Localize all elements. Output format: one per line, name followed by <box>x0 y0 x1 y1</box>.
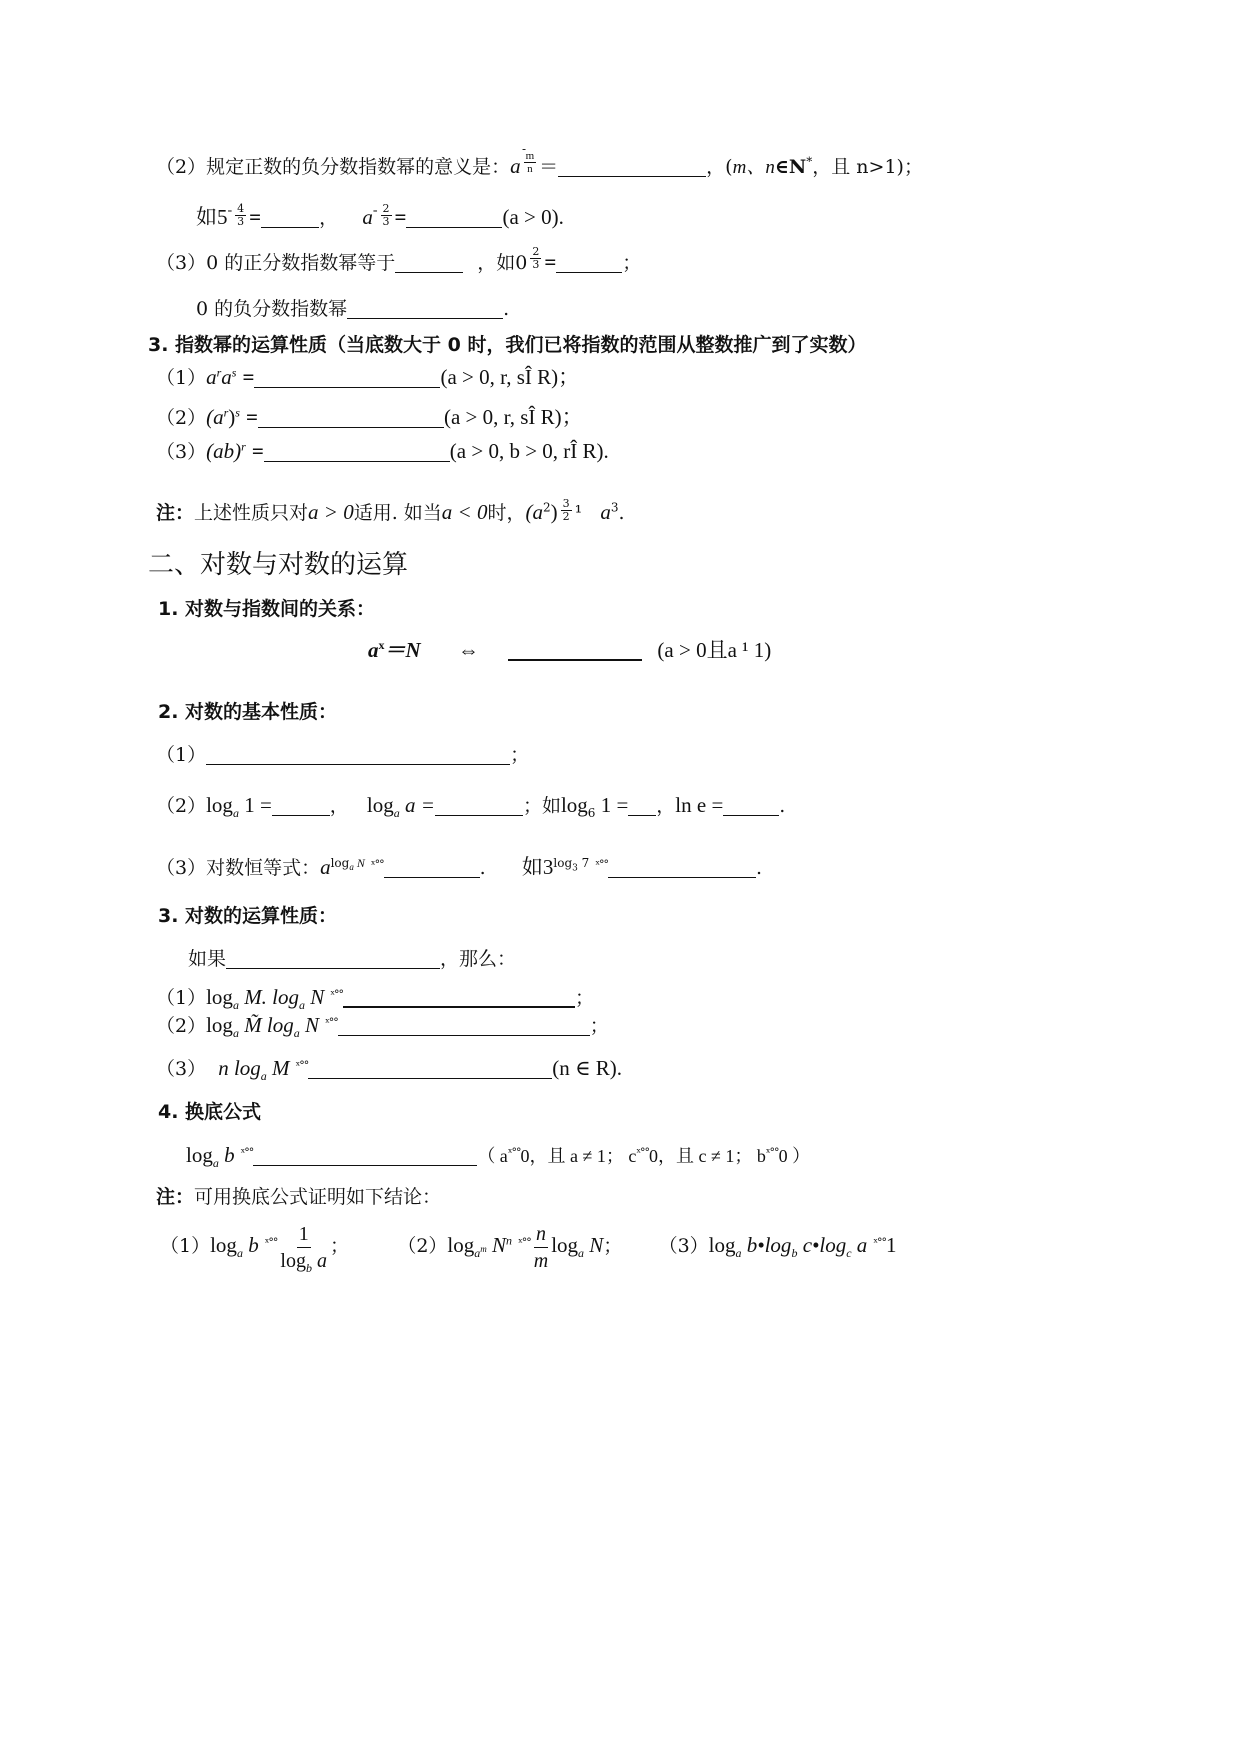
note-2 <box>156 1184 441 1210</box>
garbled-glyph: ˣ°° <box>595 858 609 871</box>
subsection-title: 4. 换底公式 <box>158 1101 262 1123</box>
math: a <box>221 365 232 389</box>
math: b•log <box>741 1233 792 1257</box>
note-1 <box>156 498 625 526</box>
sub: 3 <box>572 863 578 874</box>
answer-blank[interactable] <box>608 857 756 878</box>
exp: s <box>231 365 237 380</box>
minus: - <box>227 203 233 218</box>
log-exp-relation <box>368 637 771 663</box>
answer-blank[interactable] <box>226 948 440 969</box>
math: a = <box>399 793 435 817</box>
vars: m、n <box>732 157 775 178</box>
text: ；如 <box>522 795 561 817</box>
math: N <box>486 1233 507 1257</box>
text: ，( <box>706 156 733 178</box>
answer-blank[interactable] <box>556 252 622 273</box>
exp-num: m <box>525 150 535 162</box>
label: （2） <box>156 1015 207 1037</box>
exp-num: 2 <box>532 245 540 258</box>
sub: a <box>299 997 306 1012</box>
answer-blank[interactable] <box>206 744 510 765</box>
text: ； <box>329 1235 349 1257</box>
math: log <box>206 793 233 817</box>
garbled-glyph: ˣ°° <box>370 858 384 871</box>
math: log <box>210 1233 237 1257</box>
text: 如果 <box>188 948 227 970</box>
garbled-glyph: ˣ°° <box>325 1016 338 1029</box>
condition: (a > 0, r, sÎ R)； <box>443 405 583 429</box>
math: M. log <box>238 985 300 1009</box>
math: ln e = <box>675 793 724 817</box>
label: （1） <box>160 1235 211 1257</box>
math: (ab) <box>206 439 242 463</box>
math: log <box>708 1233 736 1257</box>
exp-den: 3 <box>382 215 390 228</box>
math: 0，且 a ≠ 1； c <box>520 1146 637 1166</box>
math: (a <box>206 405 224 429</box>
answer-blank[interactable] <box>628 795 656 816</box>
exp-den: n <box>527 163 533 175</box>
sub: a <box>236 1245 243 1260</box>
exp: r <box>216 365 222 380</box>
exp: N <box>353 855 365 870</box>
math: c•log <box>797 1233 847 1257</box>
label: （3） <box>156 1058 207 1080</box>
exp: log <box>553 855 573 870</box>
minus: - <box>372 203 378 218</box>
property-1 <box>156 364 579 391</box>
answer-blank[interactable] <box>261 207 319 228</box>
sub: m <box>480 1243 487 1254</box>
neg-frac-exp-line <box>156 142 923 181</box>
text: （3）0 的正分数指数幂等于 <box>156 252 396 274</box>
answer-blank[interactable] <box>435 795 523 816</box>
exp-den: 3 <box>237 215 245 228</box>
property-3 <box>156 438 609 465</box>
math: a <box>851 1233 868 1257</box>
label: （2） <box>397 1235 448 1257</box>
answer-blank[interactable] <box>253 1145 477 1166</box>
equals: = <box>245 405 258 429</box>
label: （1） <box>156 367 207 389</box>
answer-blank[interactable] <box>264 441 450 462</box>
math: M̃ log <box>238 1013 294 1037</box>
math: N <box>305 985 325 1009</box>
text: ，如0 <box>477 252 528 274</box>
change-of-base-line <box>186 1140 810 1169</box>
garbled-glyph: ˣ°° <box>330 988 343 1001</box>
exp-num: 2 <box>382 202 390 215</box>
math: a > 0 <box>308 500 354 524</box>
comma: ， <box>329 795 349 817</box>
exp-num: 3 <box>562 497 570 510</box>
sub: c <box>846 1245 852 1260</box>
corollaries-line <box>160 1216 897 1275</box>
math: M <box>266 1056 290 1080</box>
math: log <box>551 1233 579 1257</box>
math: log <box>447 1233 475 1257</box>
answer-blank[interactable] <box>343 986 575 1008</box>
garbled-glyph: ˣ°° <box>264 1236 278 1249</box>
text: 时， <box>487 502 526 524</box>
label: （2） <box>156 795 207 817</box>
sub: a <box>474 1245 481 1260</box>
math: 1 = <box>238 793 272 817</box>
label: （3） <box>156 441 207 463</box>
text: 适用. 如当 <box>353 502 442 524</box>
sub: b <box>791 1245 798 1260</box>
iff-arrow: ⇔ <box>457 638 479 662</box>
comma: ， <box>656 795 676 817</box>
frac-num: 1 <box>297 1221 311 1248</box>
garbled-glyph: ˣ°° <box>873 1236 886 1249</box>
answer-blank[interactable] <box>723 795 779 816</box>
math: 1 <box>886 1233 897 1257</box>
exp: 2 <box>542 500 551 515</box>
exp: 7 <box>577 855 590 870</box>
exp-num: 4 <box>237 202 245 215</box>
property-2 <box>156 404 583 431</box>
if-line <box>188 946 516 972</box>
star: * <box>806 154 813 169</box>
answer-blank[interactable] <box>308 1058 552 1079</box>
exp: log <box>330 855 350 870</box>
text: . <box>479 857 486 879</box>
log-identity-line <box>156 852 762 881</box>
sub: a <box>578 1245 585 1260</box>
zero-pos-exp-line <box>156 246 641 276</box>
text: （2）规定正数的负分数指数幂的意义是： <box>156 156 511 178</box>
math: log <box>560 793 588 817</box>
text: ，那么： <box>440 948 517 970</box>
example-line <box>196 198 564 231</box>
math: ＝N <box>384 638 421 662</box>
equals: ＝ <box>539 156 559 178</box>
text: . <box>618 502 625 524</box>
text: 可用换底公式证明如下结论： <box>194 1186 442 1208</box>
operation-3 <box>156 1053 622 1082</box>
subsection-title: 2. 对数的基本性质： <box>158 701 338 723</box>
text: ； <box>575 987 595 1009</box>
math: 如3 <box>521 855 554 879</box>
subsection-title: 3. 对数的运算性质： <box>158 905 338 927</box>
text: 上述性质只对 <box>194 502 309 524</box>
garbled-glyph: ˣ°° <box>240 1146 254 1159</box>
condition: (a > 0, r, sÎ R)； <box>440 365 580 389</box>
subsection-title: 1. 对数与指数间的关系： <box>158 598 376 620</box>
frac-den: m <box>533 1249 549 1272</box>
garbled-glyph: ˣ°° <box>518 1236 531 1249</box>
exp: r <box>241 439 246 454</box>
label: （1） <box>156 987 207 1009</box>
frac-num: n <box>535 1222 546 1245</box>
label: （3） <box>658 1235 709 1257</box>
exp: 3 <box>610 500 619 515</box>
label: （3）对数恒等式： <box>156 857 321 879</box>
math: a < 0 <box>441 500 488 524</box>
answer-blank[interactable] <box>558 156 706 177</box>
text: 如5 <box>196 205 228 229</box>
math: a <box>311 1249 327 1272</box>
text: ； <box>622 252 642 274</box>
math: 0，且 c ≠ 1； b <box>649 1146 766 1166</box>
answer-blank[interactable] <box>254 367 440 388</box>
answer-blank[interactable] <box>508 639 642 661</box>
math: b <box>218 1143 235 1167</box>
condition: (a > 0且a ¹ 1) <box>657 638 772 662</box>
math: a <box>320 855 331 879</box>
sub: b <box>305 1260 312 1275</box>
note-label: 注： <box>156 502 195 524</box>
sub: a <box>232 997 239 1012</box>
math: (a <box>525 500 543 524</box>
condition: (a > 0). <box>502 205 564 229</box>
math: log <box>186 1143 213 1167</box>
sub: a <box>212 1155 219 1170</box>
equals: = <box>544 250 557 274</box>
operation-2 <box>156 1010 609 1039</box>
answer-blank[interactable] <box>406 207 502 228</box>
math: N <box>299 1013 320 1037</box>
basic-property-1 <box>156 742 529 768</box>
exp: r <box>223 405 229 420</box>
equals: = <box>249 205 262 229</box>
exp-den: 3 <box>532 258 540 271</box>
equals: = <box>394 205 407 229</box>
set-n: ∈N <box>774 156 807 178</box>
math: 0 ） <box>778 1146 811 1166</box>
sub: 6 <box>587 805 596 820</box>
exp: s <box>235 405 240 420</box>
math: a <box>600 500 611 524</box>
section-heading: 二、对数与对数的运算 <box>148 550 409 580</box>
exp-den: 2 <box>562 510 570 523</box>
condition: (n ∈ R). <box>552 1056 623 1080</box>
sub: a <box>349 862 354 873</box>
basic-property-2 <box>156 792 785 819</box>
math: log <box>280 1249 306 1272</box>
note-label: 注： <box>156 1186 195 1208</box>
equals: = <box>242 365 255 389</box>
sub: a <box>232 805 239 820</box>
text: ； <box>510 744 530 766</box>
math: b <box>242 1233 259 1257</box>
garbled-glyph: ˣ°° <box>507 1146 521 1159</box>
math: ) <box>550 500 558 524</box>
comma: ， <box>319 207 339 229</box>
sub: a <box>232 1025 239 1040</box>
answer-blank[interactable] <box>258 407 444 428</box>
math: 1 = <box>595 793 629 817</box>
text: . <box>779 795 786 817</box>
answer-blank[interactable] <box>347 298 503 319</box>
garbled-glyph: ˣ°° <box>636 1146 650 1159</box>
sub: a <box>393 805 400 820</box>
math: log <box>366 793 394 817</box>
exp: n <box>506 1233 513 1248</box>
math: a <box>206 365 217 389</box>
sub: a <box>735 1245 742 1260</box>
text: . <box>756 857 763 879</box>
answer-blank[interactable] <box>395 252 463 273</box>
label: （2） <box>156 407 207 429</box>
math: log <box>206 985 233 1009</box>
text: ，且 n>1)； <box>812 156 923 178</box>
text: ； <box>589 1015 609 1037</box>
math: N <box>584 1233 604 1257</box>
math: ) <box>228 405 236 429</box>
text: . <box>503 298 510 320</box>
sub: a <box>260 1068 267 1083</box>
operation-1 <box>156 982 594 1011</box>
base-a: a <box>362 205 373 229</box>
neq-glyph: ¹ <box>574 502 583 524</box>
math: a <box>368 638 379 662</box>
math: （ a <box>477 1146 508 1166</box>
exp: x <box>378 638 385 652</box>
equals: = <box>251 439 264 463</box>
text: ； <box>603 1235 623 1257</box>
minus: - <box>522 142 527 156</box>
math: log <box>206 1013 233 1037</box>
base-a: a <box>510 154 521 178</box>
answer-blank[interactable] <box>338 1015 590 1036</box>
answer-blank[interactable] <box>272 795 330 816</box>
sub: a <box>293 1025 300 1040</box>
text: 0 的负分数指数幂 <box>196 298 348 320</box>
garbled-glyph: ˣ°° <box>295 1059 309 1072</box>
math: n log <box>218 1056 261 1080</box>
zero-neg-exp-line <box>196 296 509 322</box>
condition: (a > 0, b > 0, rÎ R). <box>449 439 609 463</box>
section-title: 3. 指数幂的运算性质（当底数大于 0 时，我们已将指数的范围从整数推广到了实数） <box>148 334 867 356</box>
answer-blank[interactable] <box>384 857 480 878</box>
garbled-glyph: ˣ°° <box>765 1146 779 1159</box>
label: （1） <box>156 744 207 766</box>
